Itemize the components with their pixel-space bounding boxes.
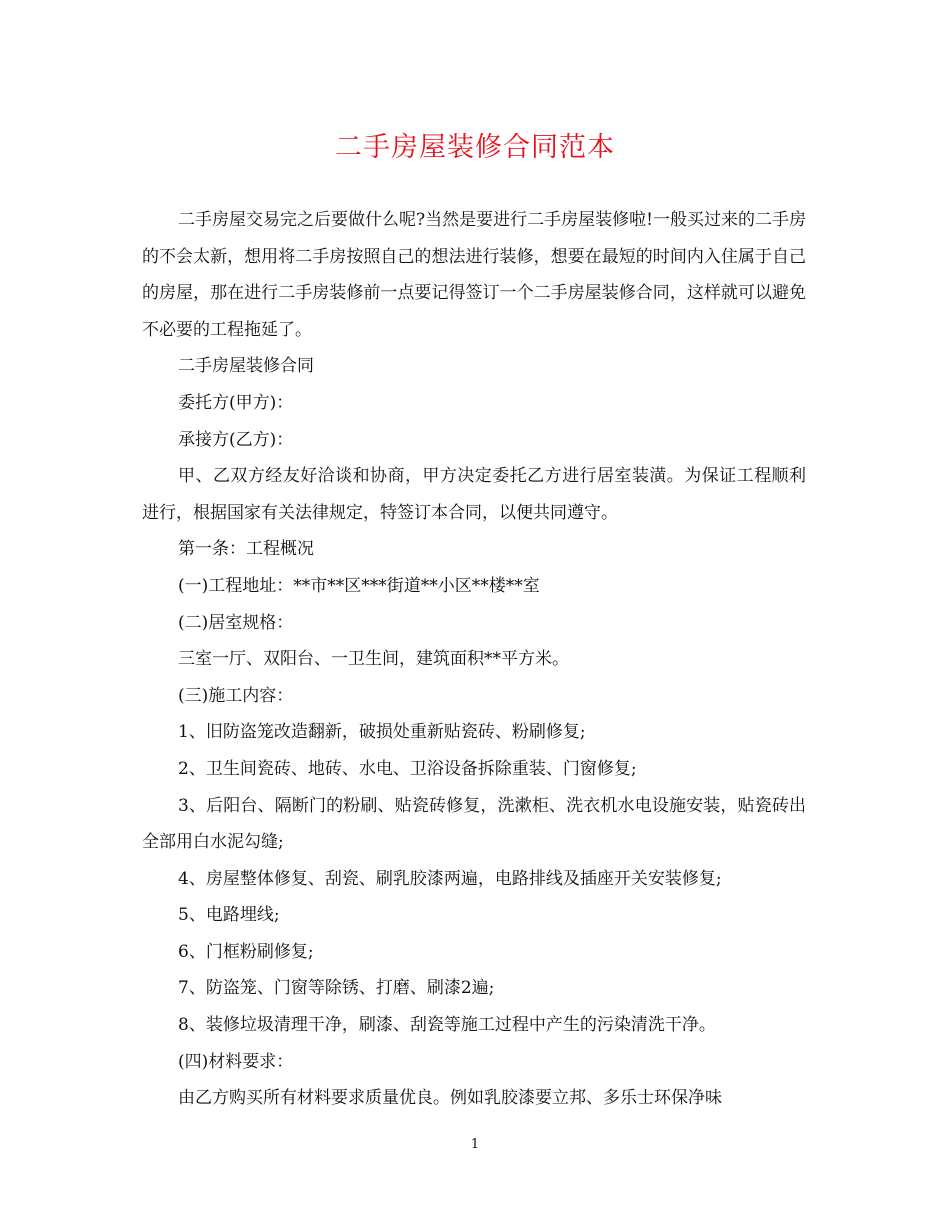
room-spec-detail: 三室一厅、双阳台、一卫生间，建筑面积**平方米。 [178, 649, 570, 670]
material-paragraph: 由乙方购买所有材料要求质量优良。例如乳胶漆要立邦、多乐士环保净味 [178, 1088, 723, 1109]
document-title: 二手房屋装修合同范本 [335, 132, 615, 163]
contract-heading: 二手房屋装修合同 [178, 356, 315, 377]
preamble-paragraph: 甲、乙双方经友好洽谈和协商，甲方决定委托乙方进行居室装潢。为保证工程顺利进行，根据国家有关法律规定，特签订本合同，以便共同遵守。 [142, 466, 806, 523]
work-item-3: 3、后阳台、隔断门的粉刷、贴瓷砖修复，洗漱柜、洗衣机水电设施安装，贴瓷砖出全部用白水泥勾缝; [142, 795, 806, 853]
work-item-1: 1、旧防盗笼改造翻新，破损处重新贴瓷砖、粉刷修复; [178, 722, 586, 743]
room-spec-heading: (二)居室规格： [178, 612, 294, 633]
document-body [142, 202, 806, 1117]
work-item-4: 4、房屋整体修复、刮瓷、刷乳胶漆两遍，电路排线及插座开关安装修复; [178, 868, 722, 889]
work-item-7: 7、防盗笼、门窗等除锈、打磨、刷漆2遍; [178, 978, 495, 999]
work-content-heading: (三)施工内容： [178, 685, 294, 706]
intro-paragraph: 二手房屋交易完之后要做什么呢?当然是要进行二手房屋装修啦!一般买过来的二手房的不会太新，想用将二手房按照自己的想法进行装修，想要在最短的时间内入住属于自己的房屋，那在进行二手房装修前一点要记得签订一个二手房屋装修合同，这样就可以避免不必要的工程拖延了。 [142, 210, 806, 340]
project-address: (一)工程地址：**市**区***街道**小区**楼**室 [178, 575, 540, 596]
work-item-2: 2、卫生间瓷砖、地砖、水电、卫浴设备拆除重装、门窗修复; [178, 758, 637, 779]
work-item-8: 8、装修垃圾清理干净，刷漆、刮瓷等施工过程中产生的污染清洗干净。 [178, 1015, 716, 1036]
work-item-5: 5、电路埋线; [178, 905, 280, 926]
work-item-6: 6、门框粉刷修复; [178, 941, 314, 962]
article-one-heading: 第一条：工程概况 [178, 539, 315, 560]
party-b-line: 承接方(乙方)： [178, 429, 294, 450]
party-a-line: 委托方(甲方)： [178, 392, 294, 413]
material-heading: (四)材料要求： [178, 1051, 294, 1072]
page-number: 1 [470, 1137, 480, 1152]
